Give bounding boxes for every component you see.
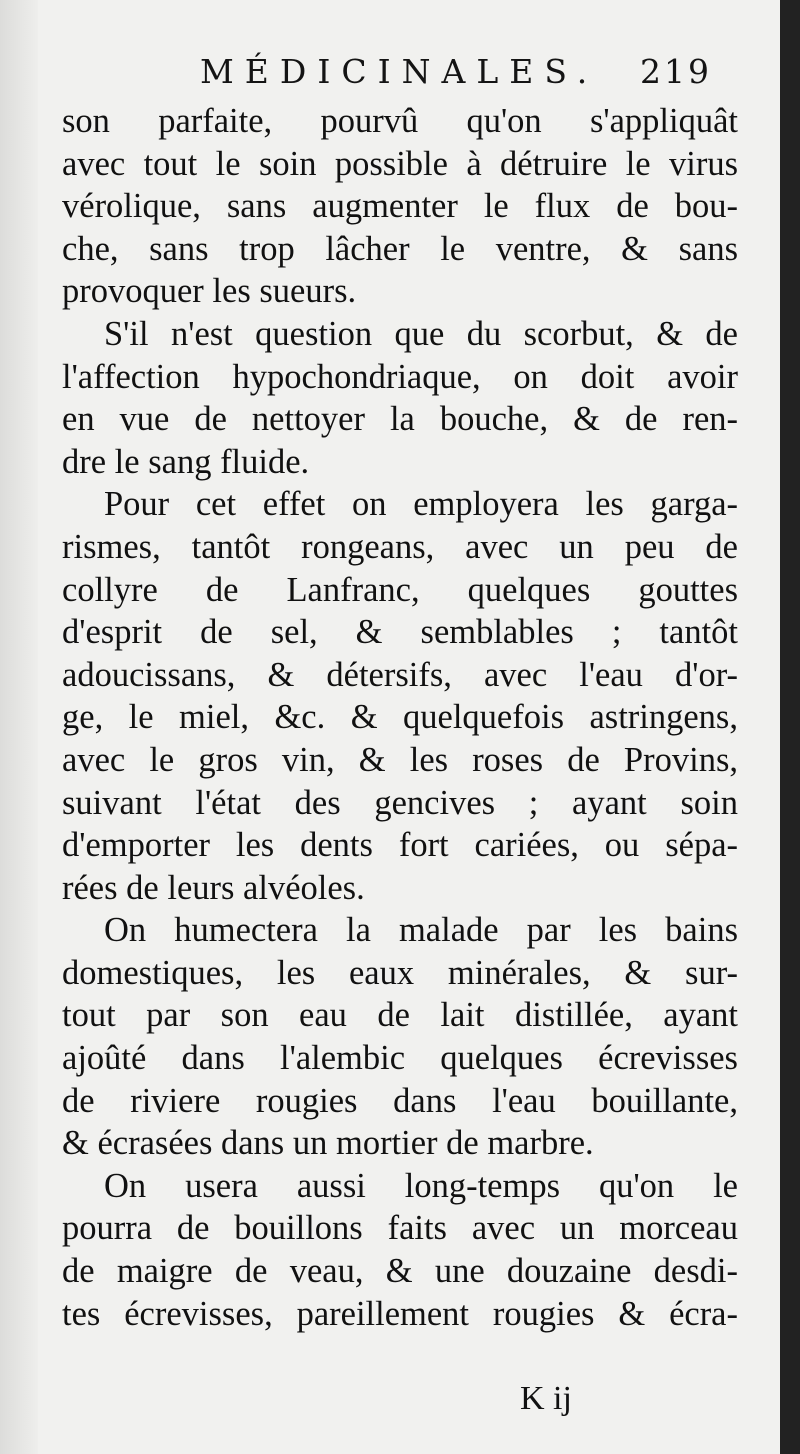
text-line: ajoûté dans l'alembic quelques écrevisses — [62, 1039, 738, 1078]
text-line: ge, le miel, &c. & quelquefois astringens, — [62, 698, 738, 737]
text-line: che, sans trop lâcher le ventre, & sans — [62, 229, 738, 268]
text-line: rées de leurs alvéoles. — [62, 868, 365, 907]
paragraph-4 — [62, 909, 738, 1165]
paragraph-5 — [62, 1165, 738, 1335]
text-line: domestiques, les eaux minérales, & sur- — [62, 953, 738, 992]
text-line: tout par son eau de lait distillée, ayant — [62, 996, 738, 1035]
text-line: de riviere rougies dans l'eau bouillante, — [62, 1081, 738, 1120]
text-line: rismes, tantôt rongeans, avec un peu de — [62, 527, 738, 566]
page-header — [0, 46, 780, 106]
text-line: dre le sang fluide. — [62, 442, 310, 481]
body-text — [62, 100, 738, 1335]
catchword-signature: K ij — [520, 1380, 572, 1417]
text-line: d'esprit de sel, & semblables ; tantôt — [62, 613, 738, 652]
facing-page-edge — [0, 0, 38, 1454]
text-line: son parfaite, pourvû qu'on s'appliquât — [62, 102, 738, 140]
text-line: avec tout le soin possible à détruire le virus — [62, 144, 738, 183]
text-line: provoquer les sueurs. — [62, 272, 357, 311]
text-line: On humectera la malade par les bains — [104, 911, 738, 950]
paragraph-3 — [62, 483, 738, 909]
text-line: pourra de bouillons faits avec un morceau — [62, 1209, 738, 1248]
text-line: S'il n'est question que du scorbut, & de — [104, 314, 738, 353]
scan-edge — [780, 0, 800, 1454]
page-number: 219 — [640, 52, 712, 91]
text-line: l'affection hypochondriaque, on doit avoir — [62, 357, 738, 396]
text-line: en vue de nettoyer la bouche, & de ren- — [62, 400, 738, 439]
text-line: tes écrevisses, pareillement rougies & écra- — [62, 1294, 738, 1333]
running-head: MÉDICINALES. — [200, 52, 599, 91]
text-line: vérolique, sans augmenter le flux de bou- — [62, 187, 738, 226]
text-line: avec le gros vin, & les roses de Provins, — [62, 740, 738, 779]
paragraph-2 — [62, 313, 738, 483]
text-line: Pour cet effet on employera les garga- — [104, 485, 738, 524]
text-line: On usera aussi long-temps qu'on le — [104, 1166, 738, 1205]
text-line: adoucissans, & détersifs, avec l'eau d'or- — [62, 655, 738, 694]
text-line: d'emporter les dents fort cariées, ou sépa- — [62, 826, 738, 865]
text-line: de maigre de veau, & une douzaine desdi- — [62, 1252, 738, 1291]
paragraph-1 — [62, 100, 738, 313]
text-line: collyre de Lanfranc, quelques gouttes — [62, 570, 738, 609]
text-line: & écrasées dans un mortier de marbre. — [62, 1124, 594, 1163]
text-line: suivant l'état des gencives ; ayant soin — [62, 783, 738, 822]
